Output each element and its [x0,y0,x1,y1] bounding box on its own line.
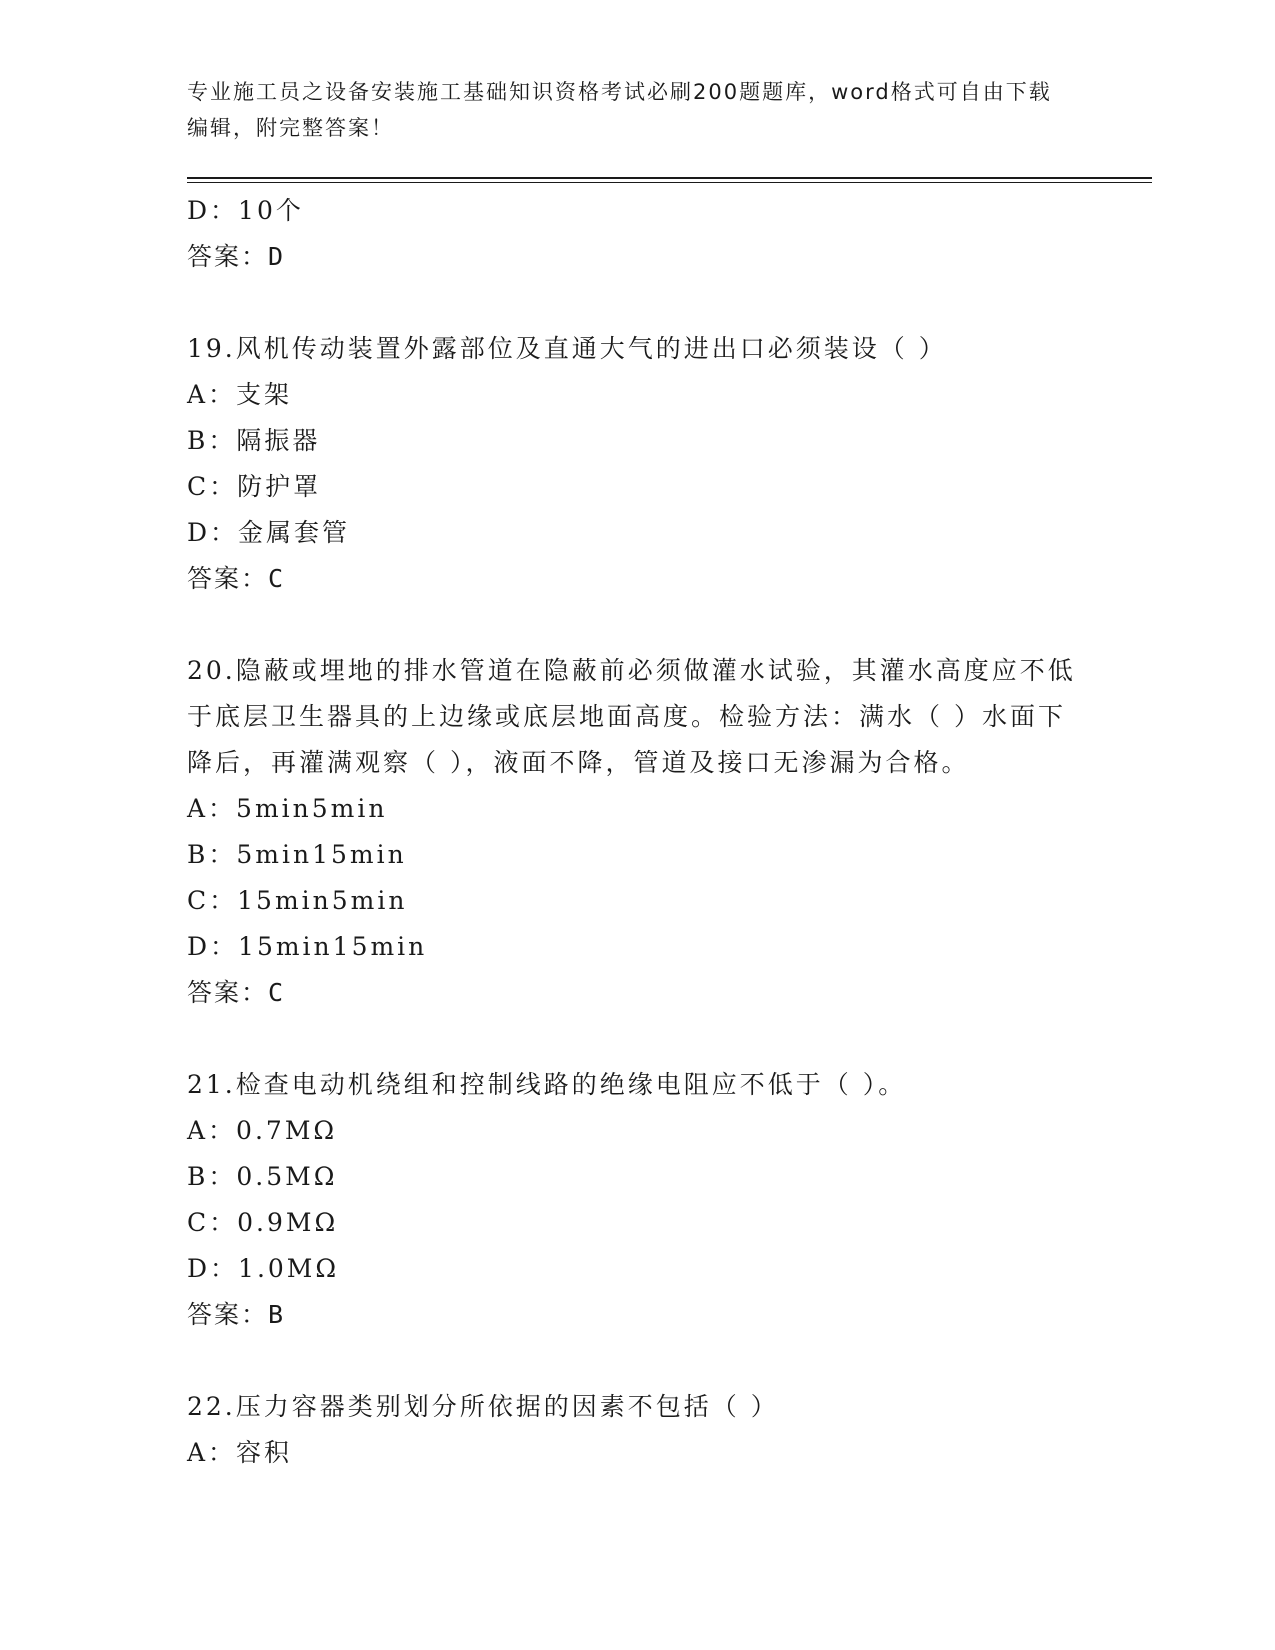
answer-line [187,234,1087,280]
answer-value: B [268,1300,286,1329]
option-d: D：1.0MΩ [187,1254,340,1283]
option-a: A：0.7MΩ [187,1116,338,1145]
document-body [187,188,1087,1476]
answer-line [187,1292,1087,1338]
question-stem: 21.检查电动机绕组和控制线路的绝缘电阻应不低于（ ）。 [187,1070,907,1099]
option-b: B：隔振器 [187,426,321,455]
option-a: A：容积 [187,1438,293,1467]
option-b: B：5min15min [187,840,407,869]
question-19 [187,326,1087,602]
option-d: D：15min15min [187,932,428,961]
answer-label: 答案： [187,978,269,1007]
option-a: A：支架 [187,380,293,409]
option-c: C：0.9MΩ [187,1208,339,1237]
option-c: C：防护罩 [187,472,322,501]
answer-line [187,556,1087,602]
header-divider-thin [187,182,1152,183]
question-stem: 19.风机传动装置外露部位及直通大气的进出口必须装设（ ） [187,334,947,363]
question-stem: 22.压力容器类别划分所依据的因素不包括（ ） [187,1392,779,1421]
answer-label: 答案： [187,242,269,271]
page-header: 专业施工员之设备安装施工基础知识资格考试必刷200题题库，word格式可自由下载编辑，附完整答案！ [187,80,1052,140]
option-c: C：15min5min [187,886,408,915]
option-b: B：0.5MΩ [187,1162,338,1191]
answer-value: D [268,242,286,271]
option-a: A：5min5min [187,794,388,823]
question-20 [187,648,1087,1016]
answer-line [187,970,1087,1016]
option-d: D：金属套管 [187,518,351,547]
option-d: D：10个 [187,196,304,225]
question-stem: 20.隐蔽或埋地的排水管道在隐蔽前必须做灌水试验，其灌水高度应不低于底层卫生器具的上边缘或底层地面高度。检验方法：满水（ ）水面下降后，再灌满观察（ ），液面不降，管道及接口无渗漏为合格。 [187,656,1076,777]
question-21 [187,1062,1087,1338]
answer-label: 答案： [187,1300,269,1329]
question-22 [187,1384,1087,1476]
answer-value: C [268,564,286,593]
answer-value: C [268,978,286,1007]
answer-label: 答案： [187,564,269,593]
header-divider-thick [187,177,1152,179]
